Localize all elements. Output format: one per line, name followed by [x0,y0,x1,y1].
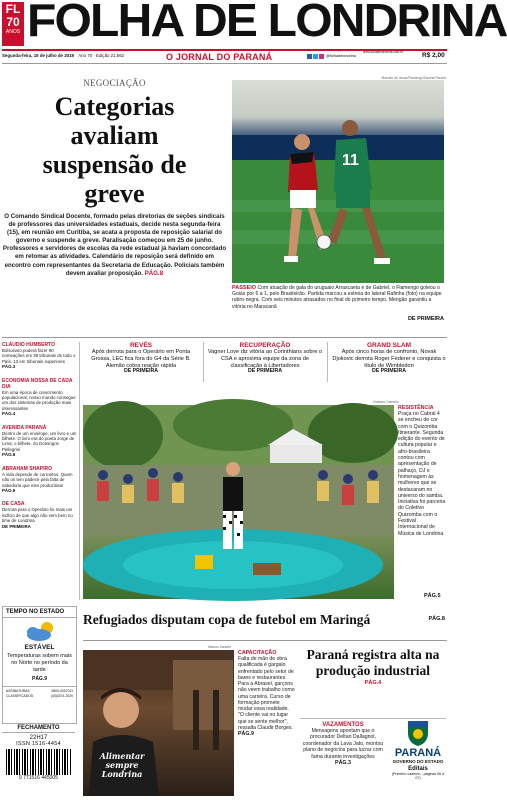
capacitacao-text: Falta de mão de obra qualificada é gargalo enfrentado pelo setor de bares e restaurantes. Para a Abrasel, garçons não veem trabalho como uma carreira. Curso de formação promete mudar essa realidade. "O cliente vai no lugar que se sente melhor", ressalta Claudir Borges. [238,656,295,731]
ad-name: PARANÁ [394,747,442,759]
brief-page[interactable]: DE PRIMEIRA [123,368,158,375]
left-item-text: Dentro de um envelope, um livro e um bilhete. O livro era do poeta Jorge de Lima; o bilhete, do Domingos Pellegrini [2,430,77,452]
lead-story[interactable] [2,78,227,328]
lead-page[interactable]: PÁG.8 [144,269,164,277]
festival-scene [83,405,394,599]
issn: ISSN 1516-4454 [16,741,61,747]
sports-caption-text: Com atuação de gala do uruguaio Arrascaeta e de Gabriel, o Flamengo goleou o Goiás por 6 a 1, pelo Brasileirão. Partida marcou a estreia do lateral Rafinha (foto) na equipe rubro-negra. Com seis minutos atrasados no final do primeiro tempo, Mengão garantiu a vitória no Maracanã [232,285,442,310]
capacitacao-story[interactable] [83,645,295,797]
date-line [2,53,152,58]
left-item-kicker: DE CASA [2,501,25,508]
left-item-kicker: ABRAHAM SHAPIRO [2,465,52,472]
lead-body [2,213,227,278]
ad-sub: GOVERNO DO ESTADO [392,759,444,764]
brief-divider [203,342,204,382]
contact-value: 0800-4007011 [51,689,73,693]
barcode [6,749,71,775]
logo-badge[interactable] [2,2,24,46]
contact-label: ASSINATURAS [6,689,30,693]
ad-note: (Primeiro caderno - páginas 06 a 07) [391,772,445,781]
left-column-rule [79,342,80,600]
brief-1[interactable] [207,342,323,375]
sports-story[interactable] [232,76,446,324]
capacitacao-kicker: CAPACITAÇÃO [238,650,277,656]
brief-page[interactable]: DE PRIMEIRA [247,368,282,375]
price: R$ 2,00 [422,52,445,59]
brief-text: Após derrota para o Operário em Ponta Grossa, LEC fica fora do G4 da Série B. Alemão cobra reação rápida [91,349,191,369]
brief-2[interactable] [331,342,447,375]
refugee-headline[interactable]: Refugiados disputam copa de futebol em Maringá [83,612,371,627]
brief-kicker: GRAND SLAM [366,342,412,349]
brief-kicker: REVÉS [129,342,153,349]
resistencia-story[interactable] [83,400,447,600]
capacitacao-text-block [238,650,295,737]
refugee-rule [83,640,447,641]
fechamento-time: 22H17 [29,735,48,741]
sports-caption [232,285,446,310]
parana-shield-icon [405,719,431,747]
lead-kicker: NEGOCIAÇÃO [83,78,146,88]
weather-text: Temperaturas sobem mais no Norte no período da tarde [7,653,72,673]
logo-abbr: FL [5,2,21,16]
date: Segunda-feira, 15 de julho de 2019 [2,53,74,58]
vazamentos-story[interactable] [300,722,386,794]
left-item-kicker: AVENIDA PARANÁ [2,424,47,431]
left-item-page[interactable]: PÁG.4 [2,411,16,417]
vazamentos-text: Mensagens apontam que o procurador Deltan Dallagnol, coordenador da Lava Jato, montou plano de negócios para lucrar com fama durante investigações [302,728,384,760]
contact-rows [3,686,76,700]
left-item-4[interactable] [2,501,77,529]
brief-page[interactable]: DE PRIMEIRA [371,368,406,375]
left-item-0[interactable] [2,342,77,370]
lead-headline[interactable]: Categorias avaliam suspensão de greve [42,92,187,208]
brief-divider [327,342,328,382]
contact-value: (43)3374-2020 [50,693,73,698]
left-item-3[interactable] [2,466,77,494]
newspaper-title[interactable]: FOLHA DE LONDRINA [27,0,507,47]
refugee-page[interactable]: PÁG.8 [428,616,445,622]
cloud-sun-icon [3,618,76,644]
jersey-number: 11 [342,152,359,169]
instagram-icon[interactable] [319,54,324,59]
left-item-text: A vida depende de conceitos. Quem não os tem padece pela falta de sabedoria que eles produziriam [2,471,73,488]
fechamento-box [2,725,75,797]
twitter-icon[interactable] [313,54,318,59]
tagline: O JORNAL DO PARANÁ [166,52,273,62]
weather-page[interactable]: PÁG.9 [31,676,47,682]
barcode-number: 9 771516 445005 [19,775,58,781]
weather-title: TEMPO NO ESTADO [3,607,76,618]
vazamentos-page[interactable]: PÁG.3 [335,760,351,767]
brief-0[interactable] [83,342,199,375]
contact-block [363,50,413,54]
logo-anos: ANOS [5,29,21,35]
resistencia-text: Praça no Cabral 4 se encheu de cor com o Quizomba Itinerante. Segunda edição do evento de cultura popular e afro-brasileira contou com apresentação de palhaço, DJ e homenagem às mulheres que se destacaram no universo do samba. Iniciativa foi parceria do Coletivo Quizomba com o Festival Internacional de Música de Londrina [398,411,446,537]
weather-status: ESTÁVEL [24,644,55,651]
resistencia-text-block [398,405,446,537]
resistencia-page[interactable]: PÁG.5 [424,593,441,599]
left-item-page[interactable]: PÁG.9 [2,487,16,493]
industry-page[interactable]: PÁG.4 [364,680,382,686]
resistencia-credit: Gustavo Carneiro [373,400,399,404]
left-item-page[interactable]: PÁG.3 [2,364,16,370]
facebook-icon[interactable] [307,54,312,59]
contact-row[interactable] [6,694,73,699]
weather-box[interactable] [2,606,77,724]
ad-label: Editais [408,766,428,772]
shirt-text: Alimentar sempre Londrina [99,751,145,779]
capacitacao-photo[interactable] [83,650,234,796]
left-item-text: Derrota para o Operário foi mais um indício de que algo não vem bem no time de Londrina [2,507,73,524]
sports-photo[interactable] [232,80,444,283]
sports-photo-credit: Marcelo de Jesus/Flamengo/Gazeta Paraná [381,76,446,80]
resistencia-photo[interactable] [83,405,394,599]
capacitacao-page[interactable]: PÁG.9 [238,731,254,737]
social-icons[interactable] [307,54,324,59]
left-column [2,342,77,600]
left-item-text: Em uma época de crescimento populacional, nosso mundo consegue um dos sistemas de produção mais interessantes [2,389,76,411]
social-handle[interactable]: @folhadelondrina [326,54,356,58]
briefs-row [83,342,447,398]
refugee-story[interactable] [83,612,447,642]
masthead-bottom-rule [2,63,447,64]
brief-text: Após cinco horas de confronto, Novak Djokovic derrota Roger Federer e conquista o título de Wimbledon [332,349,446,369]
left-item-page[interactable]: PÁG.6 [2,452,16,458]
industry-story[interactable] [300,647,446,707]
brief-kicker: RECUPERAÇÃO [239,342,291,349]
capacitacao-credit: Marcos Zanutto [208,645,231,649]
left-item-page[interactable]: DE PRIMEIRA [2,523,31,529]
fechamento-title: FECHAMENTO [2,725,75,733]
top-section-rule [2,337,447,338]
industry-headline[interactable]: Paraná registra alta na produção industrial [306,647,440,678]
lead-body-text: O Comando Sindical Docente, formado pelas diretorias de seções sindicais de professores das universidades estaduais, decide nesta segunda-feira (15), em reunião em Curitiba, se acata a proposta de reposição salarial do governo e suspende a greve. Paralisação começou em 25 de junho. Professores e servidores de escolas da rede estadual já haviam concordado em retomar as atividades. Calendário de reposição será definido em encontro com representantes da Secretaria de Educação. Policiais também devem avaliar proposição. [2,213,227,277]
brief-text: Vagner Love diz vitória ao Corinthians sobre o CSA e aproxima equipe da zona de classificação à Libertadores [207,349,323,369]
football-scene [232,80,444,283]
left-item-1[interactable] [2,378,77,417]
site-label[interactable]: www.folhadelondrina.com.br [363,50,404,54]
government-ad[interactable] [389,718,447,798]
left-item-2[interactable] [2,425,77,458]
resistencia-kicker: RESISTÊNCIA [398,405,434,411]
masthead [0,0,507,64]
sports-page[interactable]: DE PRIMEIRA [407,316,444,322]
edition: Ano 70 · Edição 21.562 [78,53,125,58]
vazamentos-kicker: VAZAMENTOS [322,722,364,728]
logo-years: 70 [6,15,20,29]
contact-label: CLASSIFICADOS [6,693,34,698]
left-item-kicker: CLÁUDIO HUMBERTO [2,342,55,348]
left-item-kicker: ECONOMIA NOSSA DE CADA DIA [2,377,73,390]
sports-caption-kicker: PASSEIO [232,285,257,291]
left-item-text: Bolsonaro poderá fazer 90 nomeações em 39 tribunais de todo o País, 13 em tribunais superiores [2,348,76,364]
